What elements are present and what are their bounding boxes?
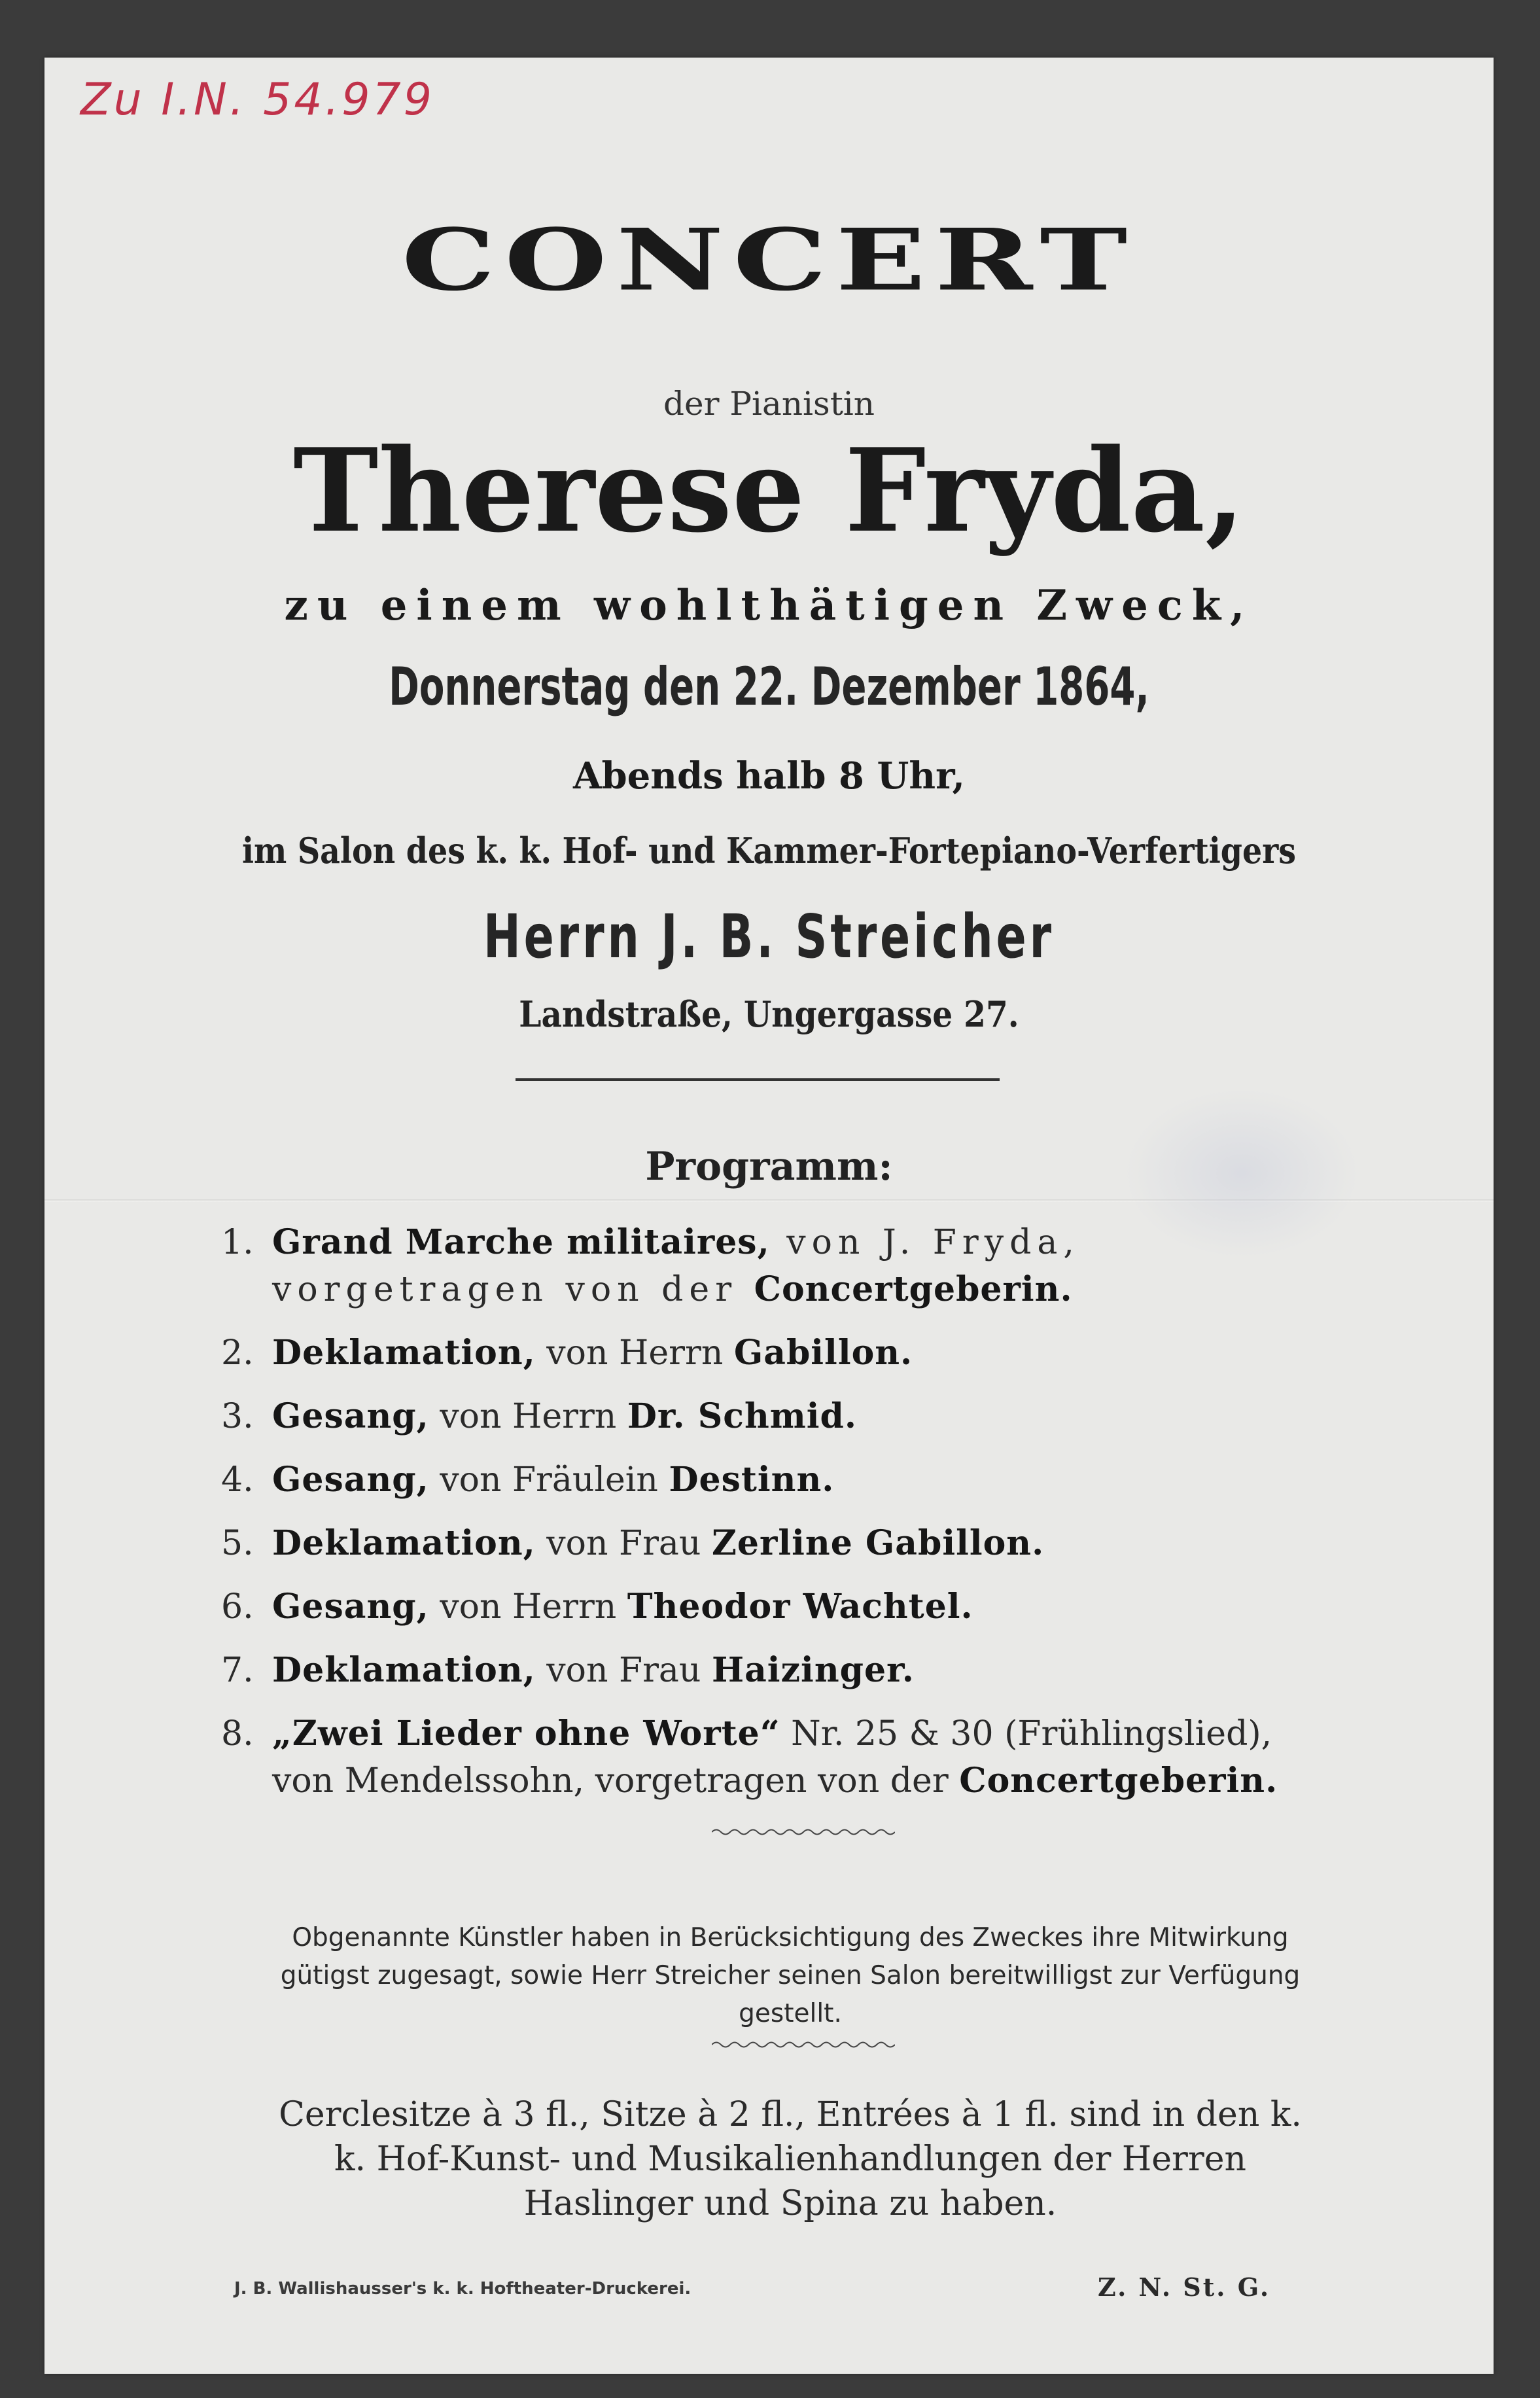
ornament-divider [712,2040,895,2049]
program-item [221,1520,1333,1567]
archive-note: Zu I.N. 54.979 [80,74,434,126]
item-work: Grand Marche militaires, [272,1222,770,1262]
item-performer: Destinn. [669,1460,835,1500]
item-work: Gesang, [272,1587,429,1627]
concert-purpose: zu einem wohlthätigen Zweck, [284,581,1254,630]
program-item [221,1710,1333,1805]
item-work: Gesang, [272,1396,429,1436]
poster-subtitle: der Pianistin [663,385,875,423]
item-detail: Nr. 25 & 30 (Frühlingslied), von Mendelssohn, vorgetragen von der [272,1714,1272,1801]
item-work: Deklamation, [272,1650,536,1690]
item-detail: von Herrn [535,1333,734,1373]
item-number: 8. [221,1714,254,1754]
venue-host: Herrn J. B. Streicher [483,902,1055,972]
printer-credit: J. B. Wallishausser's k. k. Hoftheater-Druckerei. [234,2279,691,2299]
item-number: 7. [221,1651,254,1690]
concert-date: Donnerstag den 22. Dezember 1864, [389,656,1149,717]
item-performer: Dr. Schmid. [627,1396,858,1436]
item-performer: Zerline Gabillon. [711,1523,1045,1563]
registry-code: Z. N. St. G. [1098,2272,1271,2302]
divider-rule [516,1078,1000,1081]
item-work: „Zwei Lieder ohne Worte“ [272,1714,780,1754]
item-work: Deklamation, [272,1333,536,1373]
ticket-prices: Cerclesitze à 3 fl., Sitze à 2 fl., Entrées à 1 fl. sind in den k. k. Hof-Kunst- und Musikalienhandlungen der Herren Haslinger und Spina zu haben. [279,2095,1302,2223]
program-item [221,1456,1333,1504]
program-item [221,1393,1333,1440]
acknowledgement-note: Obgenannte Künstler haben in Berücksichtigung des Zweckes ihre Mitwirkung gütigst zugesagt, sowie Herr Streicher seinen Salon bereitwilligst zur Verfügung gestellt. [280,1923,1301,2028]
concert-venue: im Salon des k. k. Hof- und Kammer-Fortepiano-Verfertigers [241,830,1297,872]
item-number: 1. [221,1223,254,1262]
item-number: 4. [221,1460,254,1500]
venue-address: Landstraße, Ungergasse 27. [519,993,1019,1035]
item-performer: Concertgeberin. [959,1761,1278,1801]
item-performer: Haizinger. [711,1650,915,1690]
item-detail: von Herrn [429,1397,627,1436]
program-item [221,1583,1333,1631]
program-item [221,1330,1333,1377]
program-list [221,1219,1333,1821]
item-number: 5. [221,1524,254,1563]
item-performer: Theodor Wachtel. [627,1587,973,1627]
item-number: 2. [221,1333,254,1373]
program-heading: Programm: [645,1144,893,1190]
item-number: 3. [221,1397,254,1436]
item-detail: von J. Fryda, vorgetragen von der [272,1223,1080,1309]
item-detail: von Frau [535,1524,712,1563]
item-number: 6. [221,1587,254,1627]
poster-sheet [44,58,1494,2374]
item-performer: Concertgeberin. [754,1269,1073,1309]
program-item [221,1647,1333,1694]
item-work: Deklamation, [272,1523,536,1563]
item-detail: von Herrn [429,1587,627,1627]
performer-name: Therese Fryda, [293,424,1245,558]
item-performer: Gabillon. [733,1333,913,1373]
concert-time: Abends halb 8 Uhr, [573,754,965,798]
program-item [221,1219,1333,1313]
ornament-divider [712,1827,895,1837]
poster-title: CONCERT [401,210,1137,310]
item-detail: von Fräulein [429,1460,669,1500]
item-detail: von Frau [535,1651,712,1690]
item-work: Gesang, [272,1460,429,1500]
